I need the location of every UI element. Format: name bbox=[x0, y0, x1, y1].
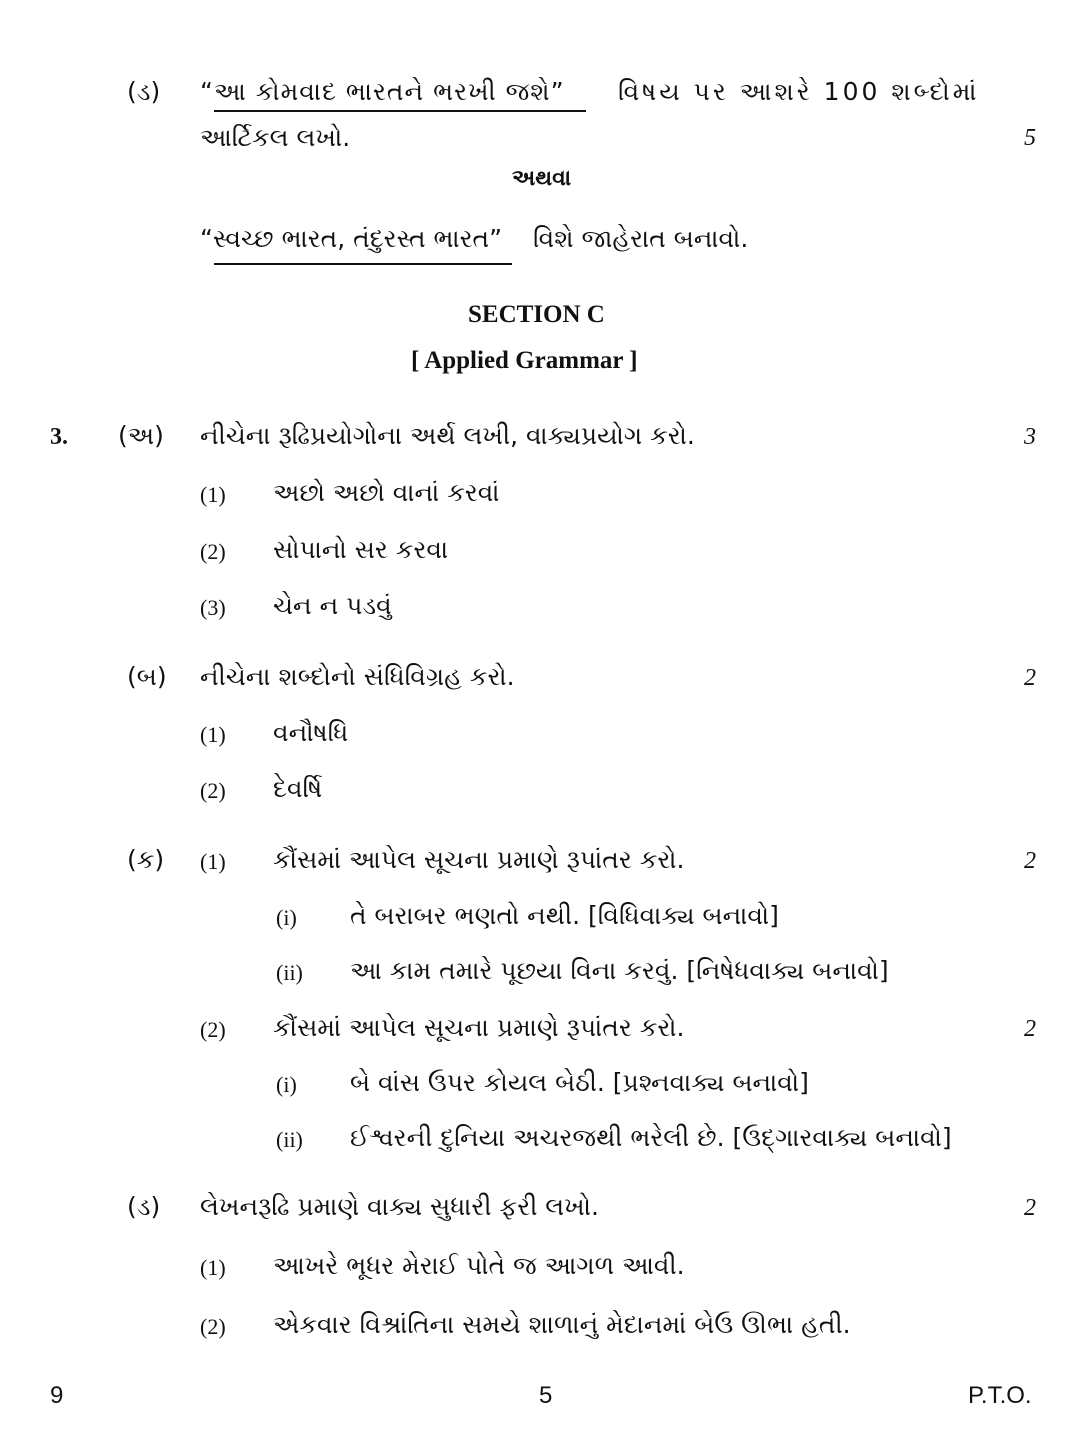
q3c-part2-marks: 2 bbox=[1024, 1016, 1036, 1042]
section-subtitle: [ Applied Grammar ] bbox=[411, 347, 638, 374]
q3d-marks: 2 bbox=[1024, 1195, 1036, 1221]
q3c-part1-item-1-num: (i) bbox=[276, 905, 297, 930]
q2d-alt-quote: “સ્વચ્છ ભારત, તંદુરસ્ત ભારત” bbox=[200, 224, 503, 253]
q3c-part1-marks: 2 bbox=[1024, 848, 1036, 874]
q3a-item-3-num: (3) bbox=[200, 595, 226, 620]
page-number: 5 bbox=[539, 1382, 553, 1409]
q3c-part2-text: કૌંસમાં આપેલ સૂચના પ્રમાણે રૂપાંતર કરો. bbox=[273, 1013, 685, 1042]
q3c-part2-item-1-num: (i) bbox=[276, 1072, 297, 1097]
section-title: SECTION C bbox=[468, 301, 605, 328]
q2d-line2: આર્ટિકલ લખો. bbox=[200, 123, 351, 152]
q3d-item-1: આખરે ભૂધર મેરાઈ પોતે જ આગળ આવી. bbox=[273, 1251, 685, 1280]
q3b-text: નીચેના શબ્દોનો સંધિવિગ્રહ કરો. bbox=[200, 662, 515, 691]
q3a-item-2-num: (2) bbox=[200, 539, 226, 564]
q2d-alt-underline bbox=[214, 263, 512, 265]
q3a-item-1-num: (1) bbox=[200, 482, 226, 507]
q3c-part2-item-2-num: (ii) bbox=[276, 1127, 303, 1152]
q3d-item-1-num: (1) bbox=[200, 1255, 226, 1280]
q2d-topic-underline bbox=[214, 110, 586, 112]
q3b-item-2-num: (2) bbox=[200, 778, 226, 803]
q3d-text: લેખનરૂઢિ પ્રમાણે વાક્ય સુધારી ફરી લખો. bbox=[200, 1192, 599, 1221]
q3b-item-1: વનૌષધિ bbox=[273, 718, 349, 747]
q3c-part1-text: કૌંસમાં આપેલ સૂચના પ્રમાણે રૂપાંતર કરો. bbox=[273, 845, 685, 874]
q3c-part2-item-2: ઈશ્વરની દુનિયા અચરજથી ભરેલી છે. [ઉદ્‌ગારવાક્ય બનાવો] bbox=[350, 1123, 952, 1152]
q3a-item-1: અછો અછો વાનાં કરવાં bbox=[273, 478, 500, 507]
q3c-part2-item-1: બે વાંસ ઉપર કોયલ બેઠી. [પ્રશ્નવાક્ય બનાવો] bbox=[350, 1068, 809, 1097]
q3c-part1-item-2: આ કામ તમારે પૂછયા વિના કરવું. [નિષેધવાક્ય બનાવો] bbox=[350, 956, 889, 985]
q3d-item-2: એકવાર વિશ્રાંતિના સમયે શાળાનું મેદાનમાં બેઉ ઊભા હતી. bbox=[273, 1310, 851, 1339]
q2d-topic-quote: “આ કોમવાદ ભારતને ભરખી જશે” bbox=[200, 77, 565, 106]
q3c-part1-num: (1) bbox=[200, 849, 226, 874]
q2d-or: અથવા bbox=[512, 166, 572, 191]
q3c-part1-item-1: તે બરાબર ભણતો નથી. [વિધિવાક્ય બનાવો] bbox=[350, 901, 779, 930]
footer-code: 9 bbox=[50, 1382, 64, 1409]
q2d-alt-rest: વિશે જાહેરાત બનાવો. bbox=[533, 224, 749, 253]
question-number: 3. bbox=[50, 424, 68, 450]
q2d-line1-rest: વિષય પર આશરે 100 શબ્દોમાં bbox=[618, 77, 980, 106]
q2d-marks: 5 bbox=[1024, 125, 1036, 151]
q3a-item-3: ચેન ન પડવું bbox=[273, 591, 392, 620]
q3b-item-1-num: (1) bbox=[200, 722, 226, 747]
q3c-part1-item-2-num: (ii) bbox=[276, 960, 303, 985]
q3b-marks: 2 bbox=[1024, 665, 1036, 691]
q3d-item-2-num: (2) bbox=[200, 1314, 226, 1339]
q3c-label: (ક) bbox=[127, 845, 165, 874]
q3c-part2-num: (2) bbox=[200, 1017, 226, 1042]
q3b-label: (બ) bbox=[127, 662, 167, 691]
q3a-text: નીચેના રૂઢિપ્રયોગોના અર્થ લખી, વાક્યપ્રયોગ કરો. bbox=[200, 421, 695, 450]
q3b-item-2: દેવર્ષિ bbox=[273, 774, 323, 803]
q3d-label: (ડ) bbox=[127, 1192, 161, 1221]
q3a-item-2: સોપાનો સર કરવા bbox=[273, 535, 449, 564]
q2d-label: (ડ) bbox=[127, 77, 161, 106]
pto-label: P.T.O. bbox=[968, 1382, 1032, 1409]
q3a-label: (અ) bbox=[118, 421, 164, 450]
q3a-marks: 3 bbox=[1024, 424, 1036, 450]
